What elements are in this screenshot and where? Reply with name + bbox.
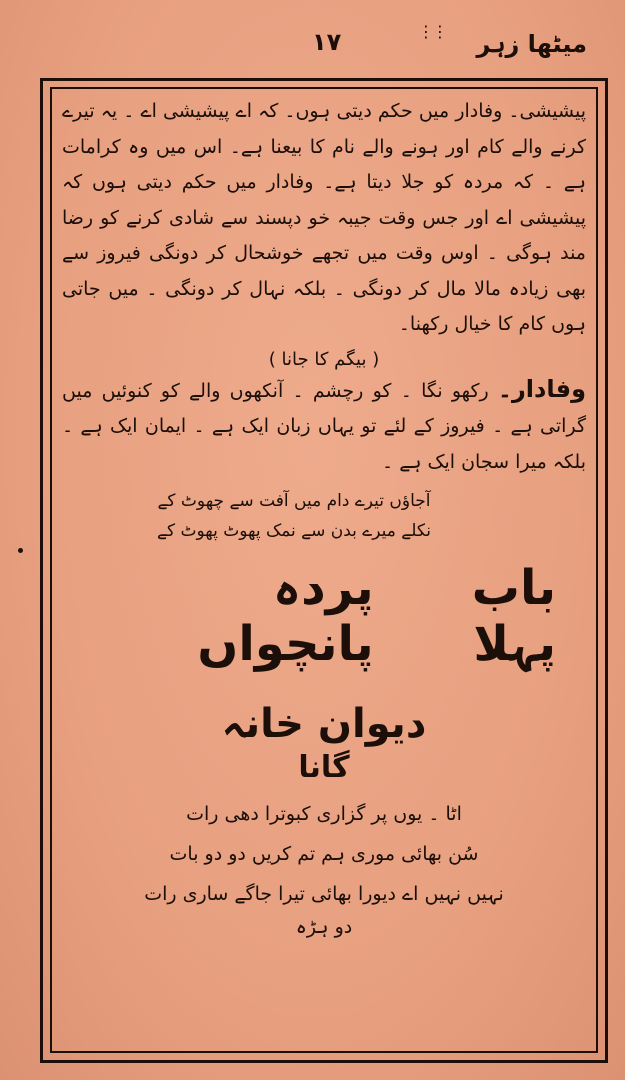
running-title: میٹھا زہر <box>476 30 587 58</box>
speech-text: رکھو نگا ۔ کو رچشم ۔ آنکھوں والے کو کنوئیں میں گراتی ہے ۔ فیروز کے لئے تو یہاں زبان ایک ہے ۔ ایمان ایک ہے ۔ بلکہ میرا سجان ایک ہے ۔ <box>62 379 586 473</box>
song-lyrics <box>62 794 586 914</box>
speech-block <box>62 372 586 481</box>
song-line: سُن بھائی موری ہم تم کریں دو دو بات <box>169 843 479 865</box>
song-line: اٹا ۔ یوں پر گزاری کبوترا دھی رات <box>186 803 462 825</box>
chapter-label: باب پہلا <box>471 560 556 672</box>
paragraph-dialogue: پیشیشی۔ وفادار میں حکم دیتی ہوں۔ کہ اے پیشیشی اے ۔ یہ تیرے کرنے والے کام اور ہونے والے نام کا بیعنا ہے۔ اس میں وہ کرامات ہے ۔ کہ مردہ کو جلا دیتا ہے۔ وفادار میں حکم دیتی ہوں کہ پیشیشی اے اور جس وقت جیبہ خو دپسند سے شادی کرنے کو رضا مند ہوگی ۔ اوس وقت میں تجھے خوشحال کر دونگی فیروز سے بھی زیادہ مالا مال کر دونگی ۔ بلکہ نہال کر دونگی ۔ میں جاتی ہوں کام کا خیال رکھنا۔ <box>62 100 586 335</box>
chapter-heading <box>62 560 586 672</box>
stage-direction: ( بیگم کا جانا ) <box>268 348 380 370</box>
song-heading: گانا <box>298 750 350 785</box>
page-content <box>62 94 586 938</box>
speaker-name: وفادار۔ <box>497 374 586 403</box>
margin-dot <box>18 548 23 553</box>
song-footer: دو ہڑہ <box>295 916 353 938</box>
scene-location: دیوان خانہ <box>221 701 427 747</box>
ornament-dots: ⋮⋮ <box>418 22 446 41</box>
verse-line: نکلے میرے بدن سے نمک پھوٹ پھوٹ کے <box>157 521 431 541</box>
page-header <box>0 22 625 76</box>
verse-line: آجاؤں تیرے دام میں آفت سے چھوٹ کے <box>157 491 431 511</box>
verse-block <box>62 486 526 546</box>
page-number: ۱۷ <box>312 28 342 56</box>
song-line: نہیں نہیں اے دیورا بھائی تیرا جاگے ساری رات <box>144 883 504 905</box>
section-label: پردہ پانچواں <box>197 560 374 672</box>
